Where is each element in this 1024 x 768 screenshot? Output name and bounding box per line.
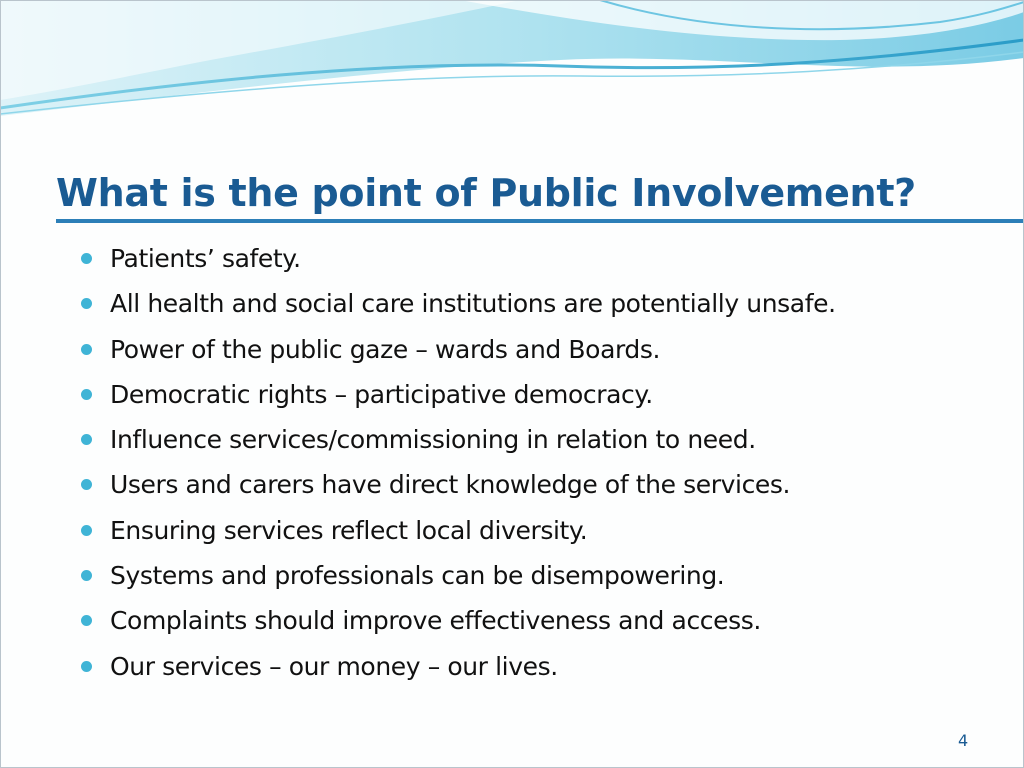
bullet-dot-icon xyxy=(81,344,92,355)
bullet-text: All health and social care institutions are potentially unsafe. xyxy=(110,289,836,319)
list-item xyxy=(78,327,836,372)
title-underline xyxy=(56,219,1024,223)
slide-title: What is the point of Public Involvement? xyxy=(56,171,916,215)
page-number: 4 xyxy=(958,731,969,750)
bullet-dot-icon xyxy=(81,615,92,626)
bullet-dot-icon xyxy=(81,479,92,490)
list-item xyxy=(78,508,836,553)
list-item xyxy=(78,462,836,507)
bullet-dot-icon xyxy=(81,298,92,309)
bullet-dot-icon xyxy=(81,434,92,445)
bullet-text: Ensuring services reflect local diversity. xyxy=(110,515,588,545)
bullet-text: Our services – our money – our lives. xyxy=(110,651,558,681)
bullet-text: Complaints should improve effectiveness and access. xyxy=(110,606,761,636)
list-item xyxy=(78,644,836,689)
list-item xyxy=(78,598,836,643)
decorative-wave-header xyxy=(0,0,1024,130)
bullet-text: Users and carers have direct knowledge of the services. xyxy=(110,470,791,500)
list-item xyxy=(78,281,836,326)
bullet-list xyxy=(78,236,836,689)
bullet-text: Patients’ safety. xyxy=(110,244,301,273)
bullet-dot-icon xyxy=(81,661,92,672)
list-item xyxy=(78,372,836,417)
bullet-text: Democratic rights – participative democracy. xyxy=(110,379,653,409)
list-item xyxy=(78,417,836,462)
bullet-dot-icon xyxy=(81,570,92,581)
bullet-text: Power of the public gaze – wards and Boards. xyxy=(110,334,661,364)
list-item xyxy=(78,236,836,281)
bullet-text: Influence services/commissioning in relation to need. xyxy=(110,425,756,455)
bullet-dot-icon xyxy=(81,525,92,536)
bullet-dot-icon xyxy=(81,253,92,264)
list-item xyxy=(78,553,836,598)
bullet-dot-icon xyxy=(81,389,92,400)
bullet-text: Systems and professionals can be disempowering. xyxy=(110,561,725,591)
